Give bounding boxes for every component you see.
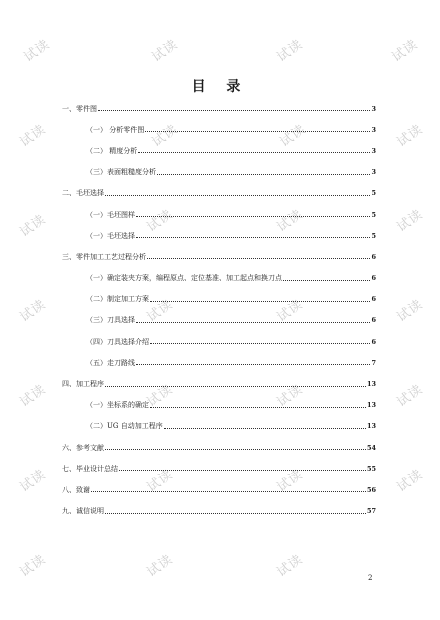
toc-entry-label: 七、毕业设计总结 [62, 464, 118, 473]
toc-entry[interactable] [62, 352, 376, 373]
toc-entry-label: （四）刀具选择介绍 [86, 337, 149, 346]
toc-entry[interactable] [62, 501, 376, 522]
toc-entry-label: （五）走刀路线 [86, 358, 135, 367]
toc-dot-leader [91, 491, 366, 492]
toc-entry[interactable] [62, 119, 376, 140]
toc-dot-leader [105, 386, 366, 387]
toc-dot-leader [98, 110, 370, 111]
toc-entry-label: 二、毛坯选择 [62, 189, 104, 198]
watermark: 试读 [149, 36, 181, 66]
toc-entry-label: 六、参考文献 [62, 443, 104, 452]
watermark: 试读 [274, 466, 306, 496]
toc-entry[interactable] [62, 289, 376, 310]
toc-entry[interactable] [62, 373, 376, 394]
toc-entry-page: 7 [371, 358, 376, 367]
toc-entry-page: 57 [366, 507, 376, 516]
toc-entry-page: 3 [371, 125, 376, 134]
toc-entry[interactable] [62, 183, 376, 204]
toc-dot-leader [150, 407, 366, 408]
watermark: 试读 [389, 36, 421, 66]
toc-entry-page: 6 [371, 316, 376, 325]
toc-entry[interactable] [62, 479, 376, 500]
toc-dot-leader [105, 449, 366, 450]
toc-entry-label: （一）坐标系的确定 [86, 401, 149, 410]
toc-dot-leader [105, 513, 366, 514]
toc-dot-leader [283, 280, 370, 281]
toc-entry[interactable] [62, 437, 376, 458]
toc-entry-page: 6 [371, 337, 376, 346]
watermark: 试读 [394, 206, 426, 236]
toc-dot-leader [150, 343, 370, 344]
toc-entry-label: （三）刀具选择 [86, 316, 135, 325]
toc-entry[interactable] [62, 162, 376, 183]
toc-entry-label: （一） 分析零件图 [86, 125, 145, 134]
page-number: 2 [368, 574, 373, 582]
toc-entry[interactable] [62, 395, 376, 416]
toc-dot-leader [157, 174, 370, 175]
watermark: 试读 [17, 466, 49, 496]
toc-entry-page: 6 [371, 274, 376, 283]
toc-entry[interactable] [62, 204, 376, 225]
toc-entry-label: 三、零件加工工艺过程分析 [62, 252, 146, 261]
toc-entry[interactable] [62, 98, 376, 119]
toc-entry-label: （一）毛坯选择 [86, 231, 135, 240]
watermark: 试读 [274, 551, 306, 581]
toc-entry-label: 八、致谢 [62, 485, 90, 494]
toc-entry-page: 55 [366, 464, 376, 473]
page-title: 目 录 [191, 79, 249, 95]
toc-entry[interactable] [62, 416, 376, 437]
toc-dot-leader [136, 237, 370, 238]
watermark: 试读 [17, 121, 49, 151]
toc-entry-page: 13 [366, 401, 376, 410]
watermark: 试读 [274, 296, 306, 326]
toc-entry-label: （三）表面粗糙度分析 [86, 168, 156, 177]
toc-entry[interactable] [62, 246, 376, 267]
toc-entry-label: （二） 精度分析 [86, 146, 138, 155]
watermark: 试读 [394, 466, 426, 496]
toc-dot-leader [105, 195, 370, 196]
watermark: 试读 [17, 211, 49, 241]
watermark: 试读 [274, 381, 306, 411]
toc-entry-page: 54 [366, 443, 376, 452]
toc-entry-label: （二）制定加工方案 [86, 295, 149, 304]
watermark: 试读 [277, 121, 309, 151]
toc-entry-label: 四、加工程序 [62, 380, 104, 389]
toc-entry-page: 56 [366, 485, 376, 494]
toc-dot-leader [164, 428, 366, 429]
toc-dot-leader [136, 322, 370, 323]
toc-entry-page: 3 [371, 146, 376, 155]
toc-dot-leader [147, 258, 370, 259]
toc-entry-page: 13 [366, 380, 376, 389]
toc-dot-leader [138, 152, 370, 153]
watermark: 试读 [394, 296, 426, 326]
watermark: 试读 [274, 36, 306, 66]
watermark: 试读 [21, 36, 53, 66]
watermark: 试读 [17, 551, 49, 581]
toc-dot-leader [150, 301, 370, 302]
toc-entry-page: 5 [371, 189, 376, 198]
toc-entry-page: 3 [371, 104, 376, 113]
toc-entry-page: 3 [371, 168, 376, 177]
toc-entry[interactable] [62, 331, 376, 352]
toc-entry[interactable] [62, 310, 376, 331]
toc-entry[interactable] [62, 225, 376, 246]
toc-entry-page: 6 [371, 252, 376, 261]
toc-dot-leader [136, 216, 370, 217]
watermark: 试读 [144, 551, 176, 581]
watermark: 试读 [144, 206, 176, 236]
toc-entry[interactable] [62, 140, 376, 161]
watermark: 试读 [394, 121, 426, 151]
watermark: 试读 [144, 381, 176, 411]
toc-entry-label: 九、诚信说明 [62, 507, 104, 516]
table-of-contents [62, 98, 376, 522]
watermark: 试读 [17, 381, 49, 411]
watermark: 试读 [394, 381, 426, 411]
watermark: 试读 [144, 466, 176, 496]
toc-entry-label: （二）UG 自动加工程序 [86, 422, 163, 431]
toc-dot-leader [136, 364, 370, 365]
watermark: 试读 [17, 296, 49, 326]
toc-entry-page: 6 [371, 295, 376, 304]
toc-entry-label: （一）确定装夹方案，编程原点、定位基准、加工起点和换刀点 [86, 274, 282, 283]
watermark: 试读 [144, 296, 176, 326]
watermark: 试读 [149, 121, 181, 151]
toc-entry[interactable] [62, 458, 376, 479]
watermark: 试读 [274, 206, 306, 236]
toc-entry-label: 一、零件图 [62, 104, 97, 113]
toc-entry-page: 13 [366, 422, 376, 431]
toc-entry-label: （一）毛坯图样 [86, 210, 135, 219]
toc-entry[interactable] [62, 268, 376, 289]
toc-entry-page: 5 [371, 210, 376, 219]
toc-entry-page: 5 [371, 231, 376, 240]
toc-dot-leader [119, 470, 366, 471]
toc-dot-leader [145, 131, 370, 132]
